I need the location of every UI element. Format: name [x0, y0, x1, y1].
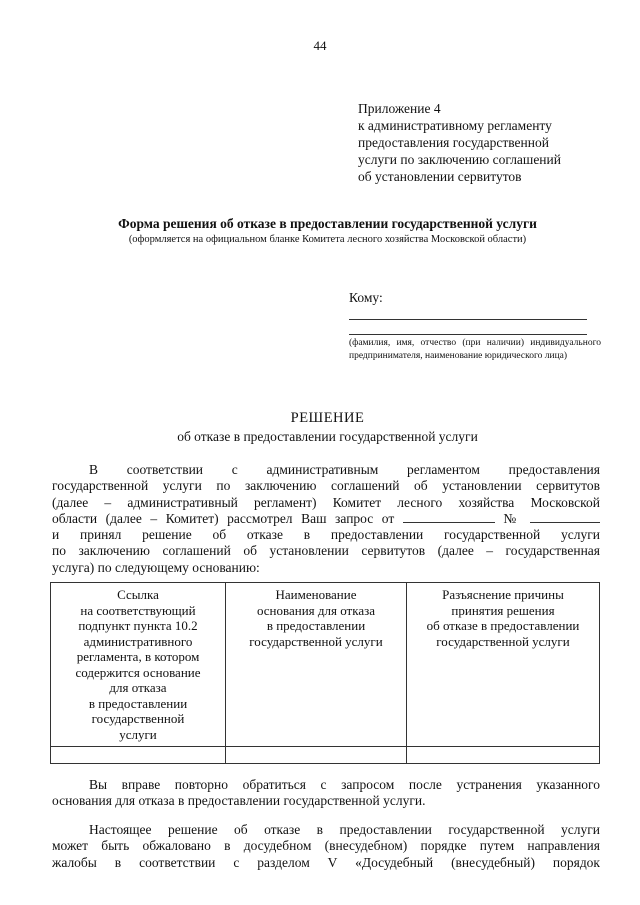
table-header-reference: [51, 583, 226, 747]
paragraph-line: Вы вправе повторно обратиться с запросом после устранения указанного: [89, 777, 600, 792]
paragraph-line: основания для отказа в предоставлении государственной услуги.: [52, 793, 426, 809]
table-cell: [226, 747, 407, 764]
form-title: Форма решения об отказе в предоставлении государственной услуги: [118, 216, 537, 231]
header-line: в предоставлении: [88, 695, 188, 711]
table-header-explanation: [407, 583, 600, 747]
recipient-label: Кому:: [349, 290, 383, 305]
recipient-blank-line: [349, 334, 587, 335]
header-line: государственной: [91, 711, 185, 726]
paragraph-line: Настоящее решение об отказе в предоставлении государственной услуги: [89, 822, 600, 837]
header-line: на соответствующий: [80, 602, 196, 618]
appendix-line: услуги по заключению соглашений: [358, 152, 561, 167]
header-line: подпункт пункта 10.2: [78, 618, 198, 633]
header-line: принятия решения: [451, 602, 555, 618]
header-line: регламента, в котором: [76, 649, 200, 664]
paragraph-line: по заключению соглашений об установлении сервитутов (далее – государственная: [52, 543, 600, 559]
paragraph-line: услуга) по следующему основанию:: [52, 559, 260, 575]
header-line: Ссылка: [117, 587, 159, 602]
appendix-line: об установлении сервитутов: [358, 169, 522, 184]
header-line: государственной услуги: [436, 633, 570, 649]
header-line: в предоставлении: [266, 618, 366, 633]
paragraph-line: [52, 511, 600, 527]
header-line: об отказе в предоставлении: [426, 618, 580, 633]
decision-subtitle: об отказе в предоставлении государственной услуги: [177, 429, 478, 444]
decision-title: РЕШЕНИЕ: [290, 410, 365, 426]
paragraph-line: (далее – административный регламент) Комитет лесного хозяйства Московской: [52, 494, 600, 510]
recipient-note: (фамилия, имя, отчество (при наличии) индивидуального предпринимателя, наименование юридического лица): [349, 338, 601, 361]
header-line: Разъяснение причины: [442, 587, 564, 602]
appendix-line: предоставления государственной: [358, 135, 549, 150]
paragraph-line: может быть обжаловано в досудебном (внесудебном) порядке путем направления: [52, 838, 600, 854]
header-line: содержится основание: [75, 664, 201, 680]
paragraph-line: и принял решение об отказе в предоставлении государственной услуги: [52, 527, 600, 543]
header-line: государственной услуги: [249, 633, 383, 649]
number-sign: №: [503, 510, 522, 526]
table-row: [51, 747, 600, 764]
appendix-header: [358, 100, 561, 185]
recipient-blank-line: [349, 319, 587, 320]
table-header-reason-name: [226, 583, 407, 747]
appendix-line: Приложение 4: [358, 101, 441, 116]
table-header-row: [51, 583, 600, 747]
reason-table: [50, 582, 600, 764]
paragraph-reapply: [52, 777, 600, 810]
paragraph-segment: области (далее – Комитет) рассмотрел Ваш запрос от: [52, 510, 395, 526]
paragraph-line: жалобы в соответствии с разделом V «Досудебный (внесудебный) порядок: [52, 854, 600, 870]
appendix-line: к административному регламенту: [358, 118, 552, 133]
paragraph-line: В соответствии с административным регламентом предоставления: [89, 462, 600, 477]
header-line: Наименование: [275, 587, 357, 602]
header-line: услуги: [119, 726, 157, 742]
table-cell: [407, 747, 600, 764]
header-line: административного: [83, 633, 193, 649]
date-blank: [403, 511, 495, 523]
header-line: основания для отказа: [256, 602, 376, 618]
number-blank: [530, 511, 600, 523]
table-cell: [51, 747, 226, 764]
page-number: 44: [313, 38, 327, 53]
paragraph-line: государственной услуги по заключению соглашений об установлении сервитутов: [52, 478, 600, 494]
form-note: (оформляется на официальном бланке Комитета лесного хозяйства Московской области): [128, 234, 527, 245]
header-line: для отказа: [109, 680, 167, 695]
paragraph-appeal: [52, 822, 600, 871]
paragraph-basis: [52, 462, 600, 576]
